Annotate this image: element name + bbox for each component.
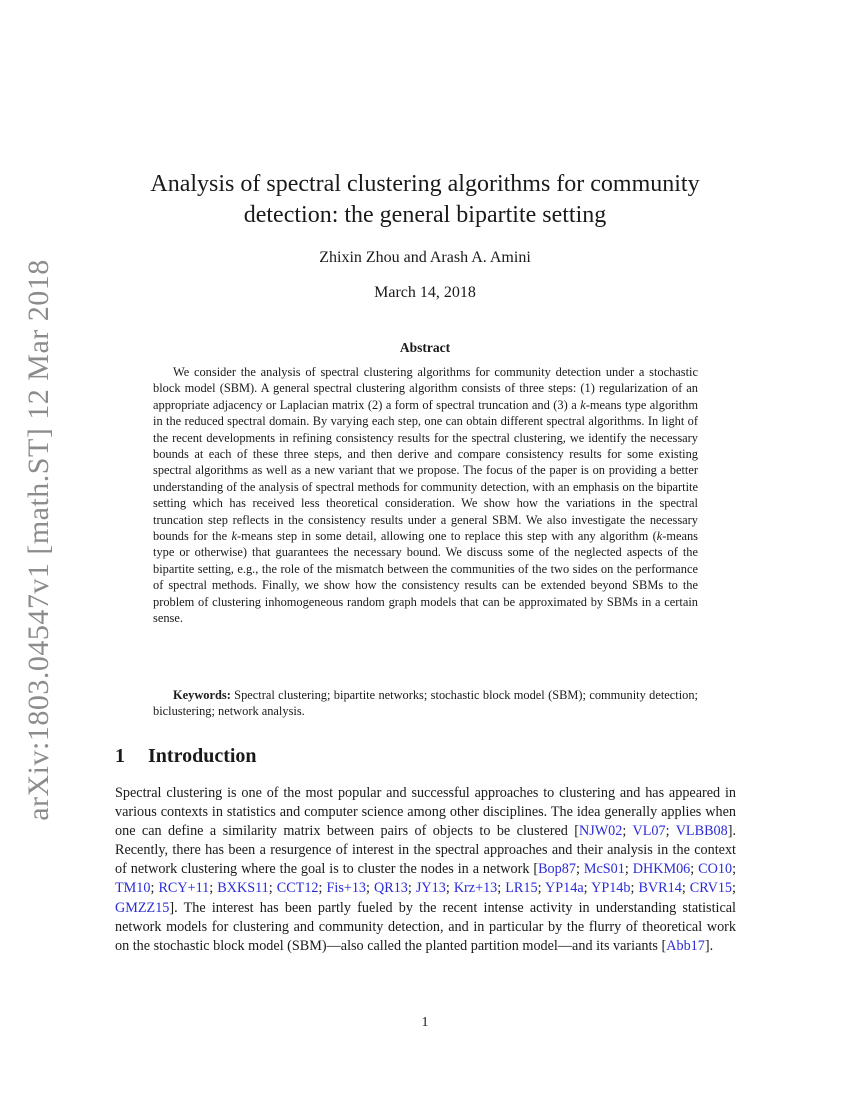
intro-text: Spectral clustering is one of the most popular and successful approaches to clustering and has appeared in various contexts in statistics and computer science among other disciplines. The idea generally applies when one can define a similarity matrix between pairs of objects to be clustered [ <box>115 785 736 840</box>
citation-link[interactable]: Fis+13 <box>326 880 367 897</box>
citation-link[interactable]: TM10 <box>115 880 151 897</box>
citation-link[interactable]: YP14a <box>545 880 584 897</box>
citation-separator: ; <box>690 861 699 878</box>
paper-authors: Zhixin Zhou and Arash A. Amini <box>319 249 531 266</box>
citation-link[interactable]: GMZZ15 <box>115 899 170 916</box>
citation-link[interactable]: CCT12 <box>276 880 319 897</box>
citation-link[interactable]: VLBB08 <box>675 823 728 840</box>
abstract-math-k: k <box>231 529 237 544</box>
citation-separator: ; <box>407 880 416 897</box>
abstract-heading: Abstract <box>399 340 451 355</box>
arxiv-identifier: arXiv:1803.04547v1 [math.ST] 12 Mar 2018 <box>22 259 56 821</box>
citation-link[interactable]: McS01 <box>583 861 625 878</box>
citation-group-a <box>579 823 728 839</box>
citation-link[interactable]: NJW02 <box>579 823 623 840</box>
citation-link[interactable]: DHKM06 <box>632 861 691 878</box>
citation-link[interactable]: CO10 <box>698 861 733 878</box>
abstract-text: We consider the analysis of spectral clustering algorithms for community detection under a stochastic block model (SBM). A general spectral clustering algorithm consists of three steps: (1) regularization of an appropriate adjacency or Laplacian matrix (2) a form of spectral truncation and (3) a <box>153 365 698 412</box>
citation-separator: ; <box>624 861 633 878</box>
citation-link[interactable]: BXKS11 <box>217 880 269 897</box>
citation-separator: ; <box>150 880 159 897</box>
citation-separator: ; <box>681 880 690 897</box>
keywords-text: Spectral clustering; bipartite networks; stochastic block model (SBM); community detection; biclustering; network analysis. <box>153 688 698 719</box>
keywords <box>153 687 698 720</box>
citation-link[interactable]: YP14b <box>591 880 631 897</box>
citation-link[interactable]: CRV15 <box>689 880 733 897</box>
citation-separator: ; <box>366 880 374 897</box>
section-number: 1 <box>115 745 125 767</box>
citation-separator: ; <box>268 880 277 897</box>
citation-separator: ; <box>630 880 639 897</box>
citation-separator: ; <box>318 880 327 897</box>
citation-separator: ; <box>732 880 736 897</box>
citation-separator: ; <box>497 880 506 897</box>
citation-link[interactable]: QR13 <box>374 880 408 897</box>
paper-title: Analysis of spectral clustering algorithms for community detection: the general bipartite setting <box>150 171 700 228</box>
abstract-math-k: k <box>580 397 586 412</box>
citation-link[interactable]: Bop87 <box>538 861 576 878</box>
paper-date: March 14, 2018 <box>374 284 476 301</box>
citation-separator: ; <box>732 861 737 878</box>
citation-link[interactable]: LR15 <box>505 880 538 897</box>
citation-separator: ; <box>537 880 546 897</box>
keywords-label: Keywords: <box>173 688 231 702</box>
abstract-text: -means step in some detail, allowing one to replace this step with any algorithm ( <box>236 529 657 544</box>
citation-separator: ; <box>665 823 676 840</box>
citation-link[interactable]: VL07 <box>632 823 666 840</box>
abstract-math-k: k <box>656 529 663 544</box>
citation-separator: ; <box>445 880 454 897</box>
section-title: Introduction <box>148 745 257 767</box>
abstract-text: -means type algorithm in the reduced spectral domain. By varying each step, one can obtain different spectral algorithms. In light of the recent developments in refining consistency results for the spectral clustering, we identify the necessary bounds at each of these three steps, and then derive and compare consistency results for some existing spectral algorithms as well as a new variant that we propose. The focus of the paper is on providing a better understanding of the analysis of spectral methods for community detection, with an emphasis on the bipartite setting which has received less theoretical consideration. We show how the variations in the spectral truncation step reflects in the consistency results under a general SBM. We also investigate the necessary bounds for the <box>153 397 698 544</box>
section-heading <box>115 745 257 768</box>
introduction-paragraph <box>115 784 736 956</box>
intro-text: ]. The interest has been partly fueled by the recent intense activity in understanding statistical network models for clustering and community detection, and in particular by the flurry of theoretical work on the stochastic block model (SBM)—also called the planted partition model—and its variants [ <box>115 899 736 954</box>
citation-link[interactable]: JY13 <box>415 880 446 897</box>
citation-group-c <box>666 938 705 954</box>
abstract-text: -means type or otherwise) that guarantees the necessary bound. We discuss some of the neglected aspects of the bipartite setting, e.g., the role of the mismatch between the communities of the two sides on the performance of spectral methods. Finally, we show how the consistency results can be extended beyond SBMs to the problem of clustering inhomogeneous random graph models that can be approximated by SBMs in a certain sense. <box>153 529 698 626</box>
citation-link[interactable]: Abb17 <box>666 937 705 954</box>
citation-separator: ; <box>209 880 218 897</box>
intro-text: ]. <box>704 937 714 954</box>
citation-link[interactable]: BVR14 <box>638 880 682 897</box>
page-number: 1 <box>421 1015 429 1030</box>
intro-text: ]. Recently, there has been a resurgence of interest in the spectral approaches and their analysis in the context of network clustering where the goal is to cluster the nodes in a network [ <box>115 823 736 878</box>
citation-separator: ; <box>622 823 633 840</box>
citation-link[interactable]: RCY+11 <box>158 880 210 897</box>
abstract-body <box>153 364 698 627</box>
citation-separator: ; <box>575 861 584 878</box>
citation-separator: ; <box>583 880 592 897</box>
arxiv-sidebar <box>14 259 64 821</box>
citation-link[interactable]: Krz+13 <box>453 880 498 897</box>
